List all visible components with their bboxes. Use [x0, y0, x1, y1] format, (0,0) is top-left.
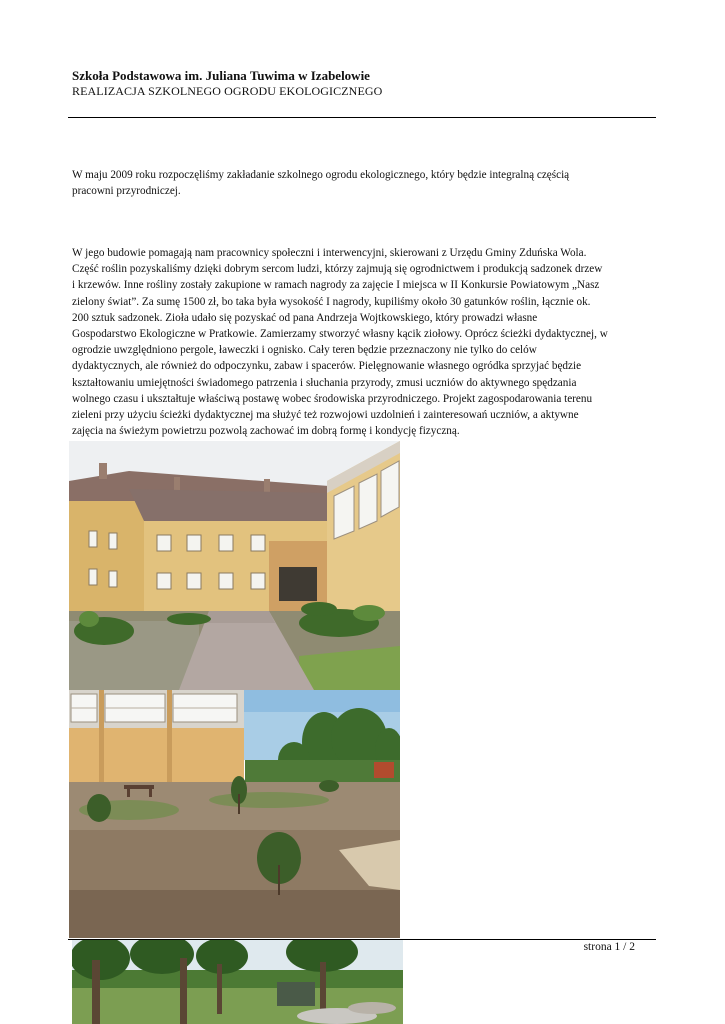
- header-divider: [68, 117, 656, 118]
- document-title: Szkoła Podstawowa im. Juliana Tuwima w Izabelowie: [72, 68, 370, 83]
- page-number: strona 1 / 2: [583, 941, 635, 953]
- footer-divider: [68, 939, 656, 940]
- intro-paragraph: W maju 2009 roku rozpoczęliśmy zakładanie szkolnego ogrodu ekologicznego, który będzie integralną częścią pracowni przyrodniczej.: [72, 169, 570, 198]
- school-building-photo: [69, 441, 400, 690]
- garden-saplings-photo: [69, 690, 400, 938]
- document-subtitle: REALIZACJA SZKOLNEGO OGRODU EKOLOGICZNEGO: [72, 84, 383, 98]
- main-paragraph: W jego budowie pomagają nam pracownicy społeczni i interwencyjni, skierowani z Urzędu Gminy Zduńska Wola. Część roślin pozyskaliśmy dzięki dobrym sercom ludzi, którzy zajmują się ogrodnictwem i produkcją sadzonek drzew i krzewów. Inne rośliny zostały zakupione w ramach nagrody za zajęcie I miejsca w II Konkursie Powiatowym „Nasz zielony świat”. Za sumę 1500 zł, bo taka była wysokość I nagrody, kupiliśmy około 30 gatunków roślin, łącznie ok. 200 sztuk sadzonek. Zioła udało się pozyskać od pana Andrzeja Wojtkowskiego, który prowadzi własne Gospodarstwo Ekologiczne w Pratkowie. Zamierzamy stworzyć własny kącik ziołowy. Oprócz ścieżki dydaktycznej, w ogrodzie uwzględniono pergole, ławeczki i ognisko. Cały teren będzie przeznaczony nie tylko do celów dydaktycznych, ale również do odpoczynku, zabaw i spacerów. Pielęgnowanie własnego ogródka sprzyjać będzie kształtowaniu umiejętności świadomego patrzenia i słuchania przyrody, zmusi uczniów do aktywnego spędzania wolnego czasu i ukształtuje właściwą postawę wobec środowiska przyrodniczego. Projekt zagospodarowania terenu zieleni przy użyciu ścieżki dydaktycznej ma służyć też rozwojowi uzdolnień i zainteresowań uczniów, a aktywne zajęcia na świeżym powietrzu pozwolą zachować im dobrą formę i kondycję fizyczną.: [72, 247, 608, 438]
- trees-photo: [72, 940, 403, 1024]
